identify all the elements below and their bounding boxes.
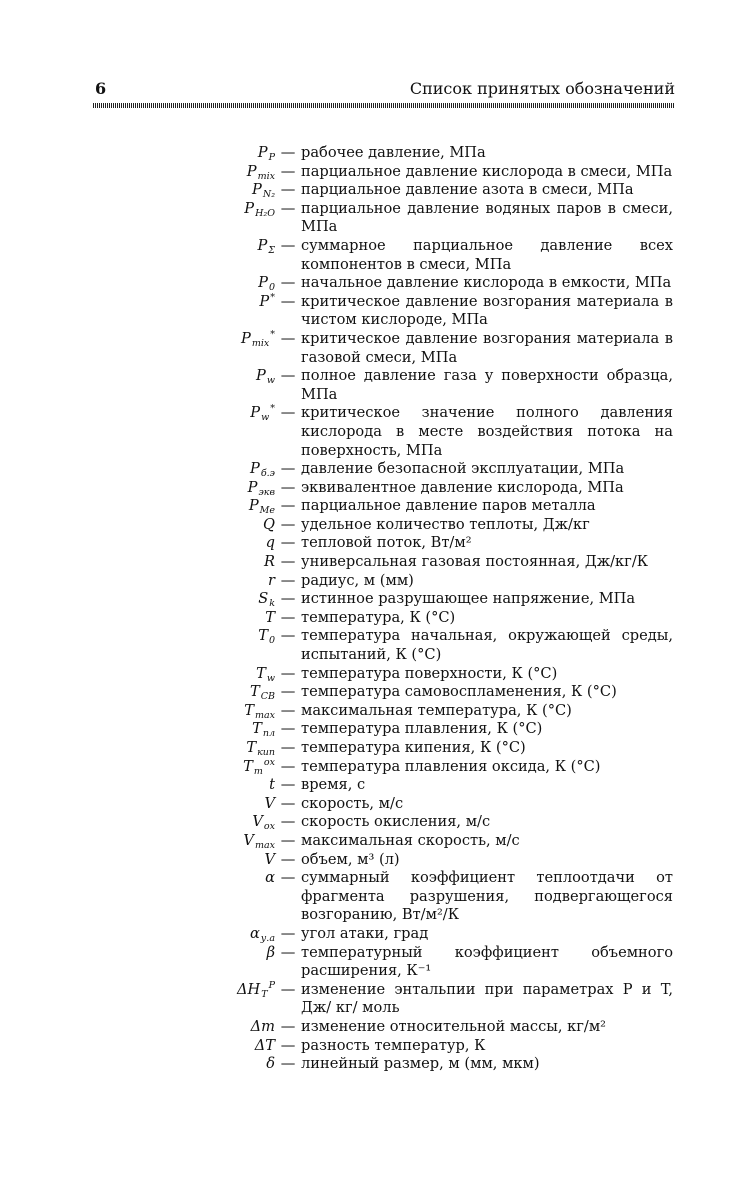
symbol-base: Q (263, 515, 275, 533)
symbol (95, 274, 275, 293)
em-dash: — (280, 943, 296, 961)
definition: эквивалентное давление кислорода, МПа (301, 478, 624, 496)
symbol-entry (95, 665, 675, 684)
header-rule (93, 103, 675, 108)
symbol-base: S (258, 590, 269, 608)
em-dash: — (280, 1055, 296, 1073)
symbol (95, 665, 275, 684)
definition: скорость, м/с (301, 794, 404, 812)
em-dash: — (280, 701, 296, 719)
symbol-entry (95, 516, 675, 535)
symbol-subscript: кип (257, 747, 275, 758)
symbol (95, 516, 275, 535)
symbol-entry (95, 237, 675, 274)
symbol-base: V (252, 813, 263, 831)
symbol (95, 479, 275, 498)
page-header (95, 79, 675, 99)
symbol (95, 553, 275, 572)
symbol (95, 720, 275, 739)
symbol-base: α (265, 869, 275, 887)
symbol-superscript: ox (263, 756, 275, 768)
symbol-base: ΔT (254, 1036, 275, 1054)
symbol-entry (95, 163, 675, 182)
em-dash: — (280, 980, 296, 998)
symbol (95, 776, 275, 795)
symbol-subscript: max (254, 839, 275, 851)
em-dash: — (280, 497, 296, 515)
em-dash: — (280, 144, 296, 161)
symbol (95, 572, 275, 591)
em-dash: — (280, 1036, 296, 1054)
symbol-entry (95, 1037, 675, 1056)
symbol-superscript: * (270, 403, 275, 415)
symbol-base: P (241, 329, 251, 347)
symbol-entry (95, 534, 675, 553)
symbol-subscript: Σ (268, 244, 275, 256)
symbol-entry (95, 293, 675, 330)
symbol (95, 404, 275, 423)
symbol (95, 739, 275, 758)
definition: суммарный коэффициент теплоотдачи от фрагмента разрушения, подвергающегося возгоранию, Вт/м²/К (301, 869, 673, 924)
symbol-subscript: w (261, 412, 270, 424)
definition: изменение относительной массы, кг/м² (301, 1017, 607, 1035)
symbol-entry (95, 944, 675, 981)
symbol (95, 497, 275, 516)
symbol (95, 1018, 275, 1037)
symbol-base: T (256, 664, 266, 682)
definition: объем, м³ (л) (301, 850, 400, 868)
symbol (95, 200, 275, 219)
symbol-base: P (244, 199, 255, 217)
em-dash: — (280, 534, 296, 552)
definition: тепловой поток, Вт/м² (301, 534, 472, 552)
definition: рабочее давление, МПа (301, 144, 486, 161)
symbol-base: P (246, 162, 257, 180)
symbol-base: P (250, 460, 260, 478)
symbol-base: β (266, 943, 275, 961)
symbol-entry (95, 181, 675, 200)
symbol (95, 163, 275, 182)
symbol (95, 181, 275, 200)
em-dash: — (280, 831, 296, 849)
symbol-subscript: w (266, 672, 275, 684)
em-dash: — (280, 181, 296, 199)
symbol-base: V (243, 831, 254, 849)
symbol-entry (95, 274, 675, 293)
page-number: 6 (95, 79, 107, 98)
symbol-base: V (264, 850, 275, 868)
symbol-base: Δm (250, 1017, 275, 1035)
definition: парциальное давление паров металла (301, 497, 596, 515)
em-dash: — (280, 553, 296, 571)
definition: линейный размер, м (мм, мкм) (301, 1055, 540, 1073)
definition: разность температур, К (301, 1036, 486, 1054)
symbol-entry (95, 1055, 675, 1074)
symbol-subscript: mix (257, 170, 275, 182)
em-dash: — (280, 720, 296, 738)
definition: угол атаки, град (301, 924, 429, 942)
symbol (95, 795, 275, 814)
em-dash: — (280, 590, 296, 608)
symbol-base: V (264, 794, 275, 812)
symbol-entry (95, 851, 675, 870)
symbol-entry (95, 479, 675, 498)
symbol-entry (95, 739, 675, 758)
definition: температура кипения, К (°С) (301, 739, 526, 756)
symbol-entry (95, 609, 675, 628)
symbol (95, 944, 275, 963)
em-dash: — (280, 813, 296, 831)
symbol (95, 1037, 275, 1056)
symbol (95, 1055, 275, 1074)
symbol-entry (95, 144, 675, 163)
symbol (95, 925, 275, 944)
symbol-base: R (264, 553, 275, 571)
definition: температура начальная, окружающей среды, испытаний, К (°С) (301, 627, 673, 664)
symbol-base: q (265, 534, 275, 552)
definition: изменение энтальпии при параметрах P и T, Дж/ кг/ моль (301, 980, 673, 1017)
symbol-base: T (243, 757, 253, 775)
em-dash: — (280, 757, 296, 775)
symbol-subscript: экв (258, 486, 275, 498)
symbol-subscript: T (261, 988, 268, 1000)
symbol-entry (95, 627, 675, 664)
em-dash: — (280, 571, 296, 589)
definition: скорость окисления, м/с (301, 813, 491, 831)
symbol-base: r (268, 571, 275, 589)
em-dash: — (280, 683, 296, 701)
symbol-subscript: P (268, 152, 275, 163)
symbol-entry (95, 720, 675, 739)
definition: температура поверхности, К (°С) (301, 664, 558, 682)
em-dash: — (280, 869, 296, 887)
definition: начальное давление кислорода в емкости, МПа (301, 274, 672, 292)
symbol-entry (95, 330, 675, 367)
symbol-subscript: пл (262, 728, 275, 740)
symbol-entry (95, 200, 675, 237)
em-dash: — (280, 739, 296, 756)
symbol-entry (95, 367, 675, 404)
symbol-entry (95, 776, 675, 795)
symbol (95, 237, 275, 256)
definition: критическое давление возгорания материала в газовой смеси, МПа (301, 329, 673, 366)
em-dash: — (280, 329, 296, 347)
definition: парциальное давление азота в смеси, МПа (301, 181, 634, 199)
symbol-base: P (256, 367, 266, 385)
symbol-entry (95, 572, 675, 591)
symbol (95, 683, 275, 702)
symbol-superscript: * (270, 328, 275, 340)
em-dash: — (280, 608, 296, 626)
definition: максимальная скорость, м/с (301, 831, 520, 849)
symbol-list (95, 144, 675, 1074)
symbol-superscript: P (268, 979, 275, 991)
definition: температура самовоспламенения, К (°С) (301, 683, 617, 701)
definition: температура плавления, К (°С) (301, 720, 543, 738)
symbol-subscript: у.а (260, 932, 275, 944)
symbol-entry (95, 460, 675, 479)
definition: температурный коэффициент объемного расширения, К⁻¹ (301, 943, 673, 980)
symbol-entry (95, 925, 675, 944)
symbol-subscript: 0 (268, 282, 275, 294)
symbol-entry (95, 869, 675, 925)
symbol-subscript: СВ (260, 691, 275, 703)
definition: парциальное давление кислорода в смеси, МПа (301, 162, 673, 180)
symbol-subscript: mix (251, 337, 270, 349)
em-dash: — (280, 404, 296, 422)
em-dash: — (280, 776, 296, 794)
definition: парциальное давление водяных паров в смеси, МПа (301, 199, 673, 236)
symbol-subscript: 0 (268, 635, 275, 647)
symbol-subscript: H₂O (255, 207, 275, 219)
symbol-base: α (249, 924, 260, 942)
symbol (95, 869, 275, 888)
symbol (95, 813, 275, 832)
em-dash: — (280, 274, 296, 292)
symbol-base: P (250, 404, 261, 422)
symbol-subscript: Me (259, 505, 275, 517)
definition: критическое значение полного давления кислорода в месте воздействия потока на поверхность, МПа (301, 404, 673, 459)
symbol (95, 590, 275, 609)
definition: удельное количество теплоты, Дж/кг (301, 515, 590, 533)
symbol-base: P (257, 236, 268, 254)
symbol-subscript: m (253, 765, 263, 777)
em-dash: — (280, 292, 296, 310)
symbol-entry (95, 497, 675, 516)
symbol (95, 609, 275, 628)
symbol-base: T (250, 683, 260, 701)
em-dash: — (280, 1017, 296, 1035)
symbol-superscript: * (270, 291, 275, 303)
symbol-entry (95, 404, 675, 460)
symbol-subscript: ox (263, 821, 275, 833)
definition: критическое давление возгорания материала в чистом кислороде, МПа (301, 292, 673, 329)
em-dash: — (280, 367, 296, 385)
em-dash: — (280, 199, 296, 217)
definition: радиус, м (мм) (301, 571, 414, 589)
symbol-base: P (248, 497, 259, 515)
symbol-entry (95, 683, 675, 702)
em-dash: — (280, 924, 296, 942)
symbol-subscript: б.э (260, 468, 275, 480)
symbol-entry (95, 553, 675, 572)
symbol-entry (95, 832, 675, 851)
symbol-base: P (259, 292, 270, 310)
definition: суммарное парциальное давление всех компонентов в смеси, МПа (301, 236, 673, 273)
symbol (95, 627, 275, 646)
definition: время, с (301, 776, 366, 794)
em-dash: — (280, 627, 296, 645)
symbol-base: P (247, 478, 258, 496)
symbol-base: P (252, 181, 262, 199)
symbol-base: T (246, 739, 257, 756)
symbol-base: t (269, 776, 275, 794)
em-dash: — (280, 515, 296, 533)
definition: полное давление газа у поверхности образца, МПа (301, 367, 673, 403)
symbol-subscript: w (266, 375, 275, 387)
symbol-entry (95, 590, 675, 609)
symbol (95, 460, 275, 479)
symbol (95, 981, 275, 1000)
symbol-base: T (244, 701, 254, 719)
symbol-entry (95, 813, 675, 832)
symbol-base: T (258, 627, 268, 645)
symbol (95, 758, 275, 777)
symbol-base: P (258, 274, 268, 292)
symbol-entry (95, 1018, 675, 1037)
symbol (95, 293, 275, 312)
definition: истинное разрушающее напряжение, МПа (301, 590, 636, 608)
definition: температура плавления оксида, К (°С) (301, 757, 601, 775)
definition: универсальная газовая постоянная, Дж/кг/К (301, 553, 649, 571)
em-dash: — (280, 794, 296, 812)
em-dash: — (280, 478, 296, 496)
symbol-subscript: N₂ (262, 189, 275, 201)
running-title: Список принятых обозначений (409, 79, 675, 98)
symbol-subscript: k (269, 598, 275, 610)
symbol-base: δ (266, 1055, 275, 1073)
symbol-base: P (257, 144, 268, 161)
symbol-base: T (252, 720, 262, 738)
symbol-entry (95, 981, 675, 1018)
symbol-entry (95, 795, 675, 814)
em-dash: — (280, 460, 296, 478)
em-dash: — (280, 664, 296, 682)
definition: температура, К (°С) (301, 608, 456, 626)
symbol (95, 702, 275, 721)
definition: давление безопасной эксплуатации, МПа (301, 460, 625, 478)
symbol (95, 534, 275, 553)
symbol (95, 851, 275, 870)
symbol (95, 832, 275, 851)
em-dash: — (280, 236, 296, 254)
symbol-base: ΔH (236, 980, 261, 998)
symbol-base: T (265, 608, 275, 626)
symbol-entry (95, 702, 675, 721)
symbol-entry (95, 758, 675, 777)
symbol (95, 330, 275, 349)
symbol (95, 144, 275, 163)
definition: максимальная температура, К (°С) (301, 701, 572, 719)
symbol-subscript: max (254, 709, 275, 721)
em-dash: — (280, 162, 296, 180)
em-dash: — (280, 850, 296, 868)
symbol (95, 367, 275, 386)
